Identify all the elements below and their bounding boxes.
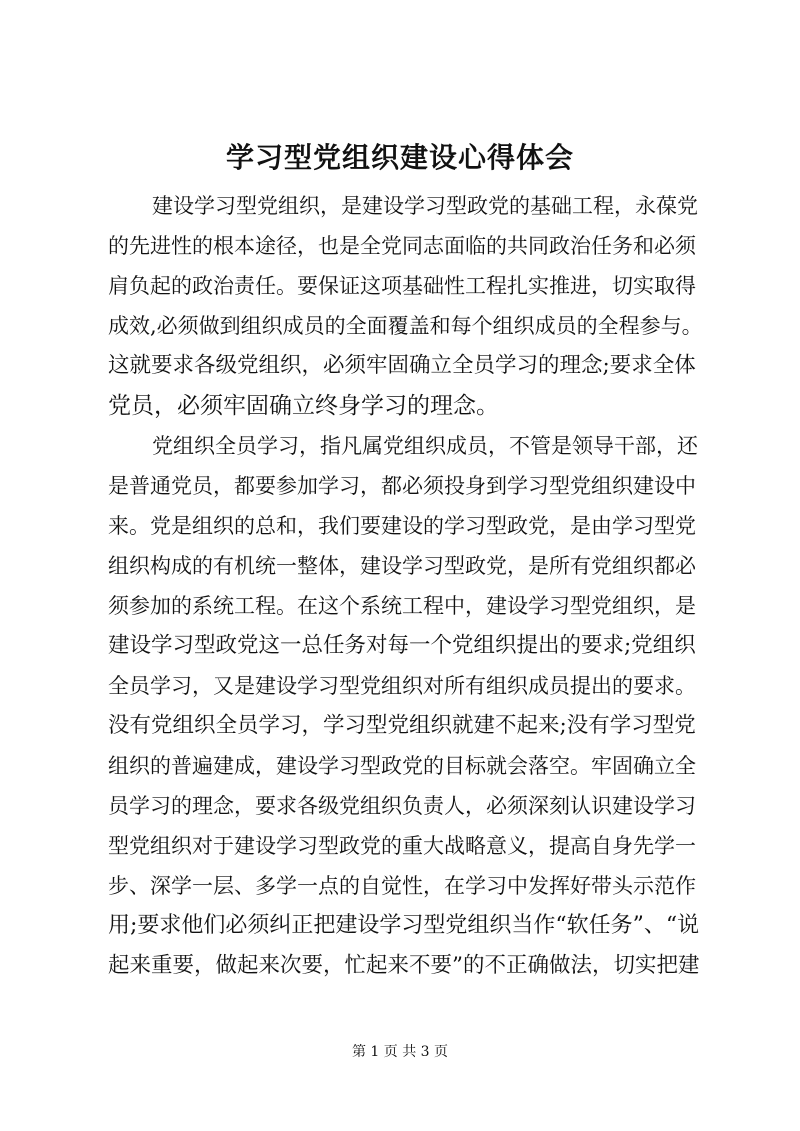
paragraph-2-line-8: 没有党组织全员学习，学习型党组织就建不起来;没有学习型党	[108, 713, 696, 738]
paragraph-2-line-14: 起来重要，做起来次要，忙起来不要”的不正确做法，切实把建	[108, 953, 700, 978]
paragraph-2-line-4: 组织构成的有机统一整体，建设学习型政党，是所有党组织都必	[108, 554, 696, 578]
document-title: 学习型党组织建设心得体会	[225, 141, 574, 174]
paragraph-2-line-10: 员学习的理念，要求各级党组织负责人，必须深刻认识建设学习	[108, 794, 696, 818]
paragraph-1-line-1: 建设学习型党组织，是建设学习型政党的基础工程，永葆党	[152, 194, 698, 218]
paragraph-2-line-9: 组织的普遍建成，建设学习型政党的目标就会落空。牢固确立全	[108, 754, 696, 778]
paragraph-1-line-3: 肩负起的政治责任。要保证这项基础性工程扎实推进，切实取得	[108, 274, 696, 298]
paragraph-2-line-2: 是普通党员，都要参加学习，都必须投身到学习型党组织建设中	[108, 474, 696, 498]
page-number-footer: 第 1 页 共 3 页	[351, 1044, 449, 1060]
paragraph-2-line-3: 来。党是组织的总和，我们要建设的学习型政党，是由学习型党	[108, 514, 696, 538]
paragraph-2-line-5: 须参加的系统工程。在这个系统工程中，建设学习型党组织，是	[108, 594, 696, 618]
paragraph-2-line-6: 建设学习型政党这一总任务对每一个党组织提出的要求;党组织	[108, 633, 696, 658]
paragraph-1-line-2: 的先进性的根本途径，也是全党同志面临的共同政治任务和必须	[108, 234, 696, 258]
paragraph-2-line-13: 用;要求他们必须纠正把建设学习型党组织当作“软任务”、“说	[108, 913, 700, 938]
paragraph-2-line-11: 型党组织对于建设学习型政党的重大战略意义，提高自身先学一	[108, 834, 696, 858]
paragraph-1-line-4: 成效,必须做到组织成员的全面覆盖和每个组织成员的全程参与。	[108, 314, 703, 338]
paragraph-2-line-12: 步、深学一层、多学一点的自觉性，在学习中发挥好带头示范作	[108, 874, 696, 898]
paragraph-1-line-5: 这就要求各级党组织，必须牢固确立全员学习的理念;要求全体	[108, 353, 696, 378]
paragraph-2-line-1: 党组织全员学习，指凡属党组织成员，不管是领导干部，还	[152, 434, 698, 458]
paragraph-1-line-6: 党员，必须牢固确立终身学习的理念。	[108, 393, 499, 419]
paragraph-2-line-7: 全员学习，又是建设学习型党组织对所有组织成员提出的要求。	[108, 674, 696, 698]
